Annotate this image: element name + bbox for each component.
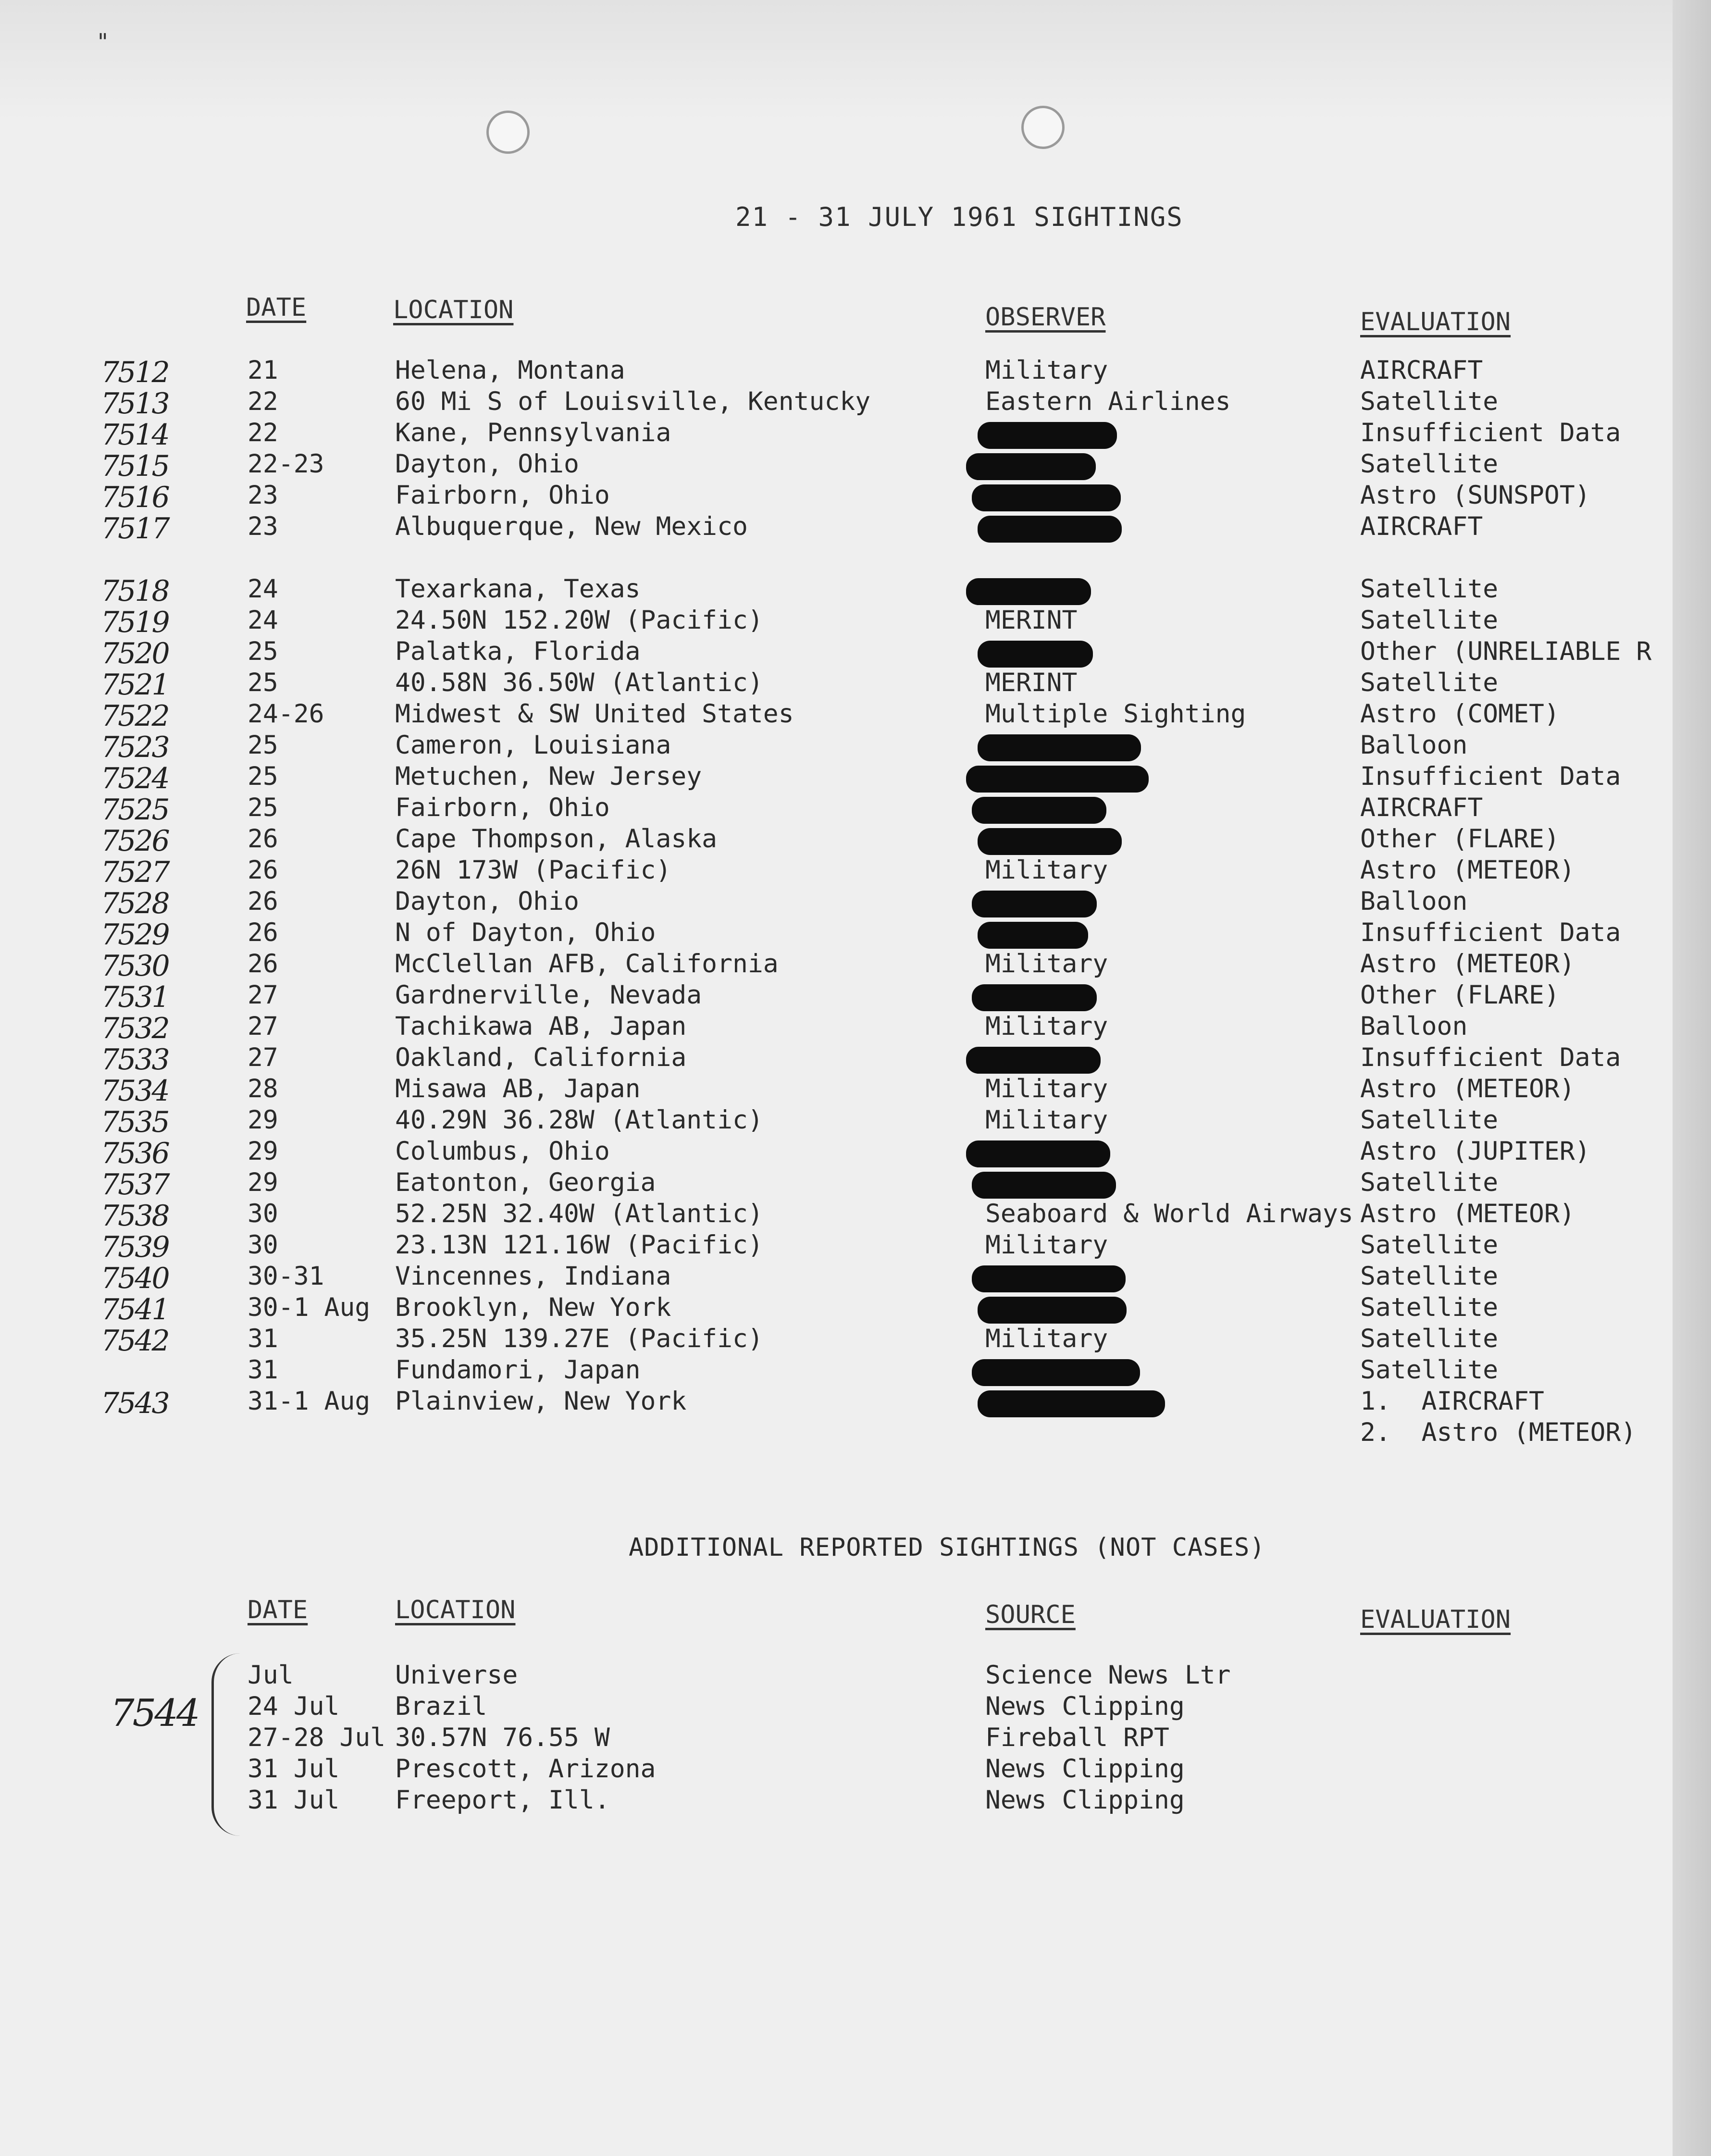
date-cell: 27 <box>248 1043 278 1072</box>
location-cell: Columbus, Ohio <box>395 1137 610 1166</box>
header-evaluation: EVALUATION <box>1360 308 1511 336</box>
case-number: 7519 <box>101 606 169 639</box>
date-cell: 30 <box>248 1230 278 1260</box>
redaction-bar <box>978 641 1093 668</box>
date-cell: 25 <box>248 637 278 666</box>
location-cell: 26N 173W (Pacific) <box>395 855 671 885</box>
table-row <box>0 1168 1673 1201</box>
evaluation-cell: Satellite <box>1360 1262 1499 1291</box>
case-number: 7535 <box>101 1105 169 1139</box>
location-cell: 24.50N 152.20W (Pacific) <box>395 606 763 635</box>
date-cell: 30 <box>248 1199 278 1228</box>
location-cell: McClellan AFB, California <box>395 949 779 979</box>
table-row <box>0 1355 1673 1388</box>
location-cell: Tachikawa AB, Japan <box>395 1012 687 1041</box>
case-number: 7516 <box>101 481 169 514</box>
table-row <box>0 793 1673 826</box>
table-row <box>0 887 1673 919</box>
redaction-bar <box>978 734 1141 761</box>
evaluation-cell: Satellite <box>1360 1355 1499 1385</box>
date-cell: 26 <box>248 918 278 947</box>
location-cell: Albuquerque, New Mexico <box>395 512 748 541</box>
case-number: 7524 <box>101 762 169 795</box>
case-number: 7522 <box>101 699 169 733</box>
table-row <box>0 1012 1673 1044</box>
additional-row <box>0 1692 1673 1724</box>
additional-case-number: 7544 <box>111 1692 198 1735</box>
case-number: 7540 <box>101 1262 169 1295</box>
case-number: 7526 <box>101 824 169 858</box>
table-row <box>0 449 1673 482</box>
location-cell: 35.25N 139.27E (Pacific) <box>395 1324 763 1353</box>
location-cell: 40.29N 36.28W (Atlantic) <box>395 1105 763 1135</box>
case-number: 7517 <box>101 512 169 545</box>
redaction-bar <box>972 1265 1126 1292</box>
location-cell: Brazil <box>395 1692 487 1721</box>
observer-cell: MERINT <box>985 606 1078 635</box>
table-row <box>0 1230 1673 1263</box>
evaluation-cell: Astro (JUPITER) <box>1360 1137 1590 1166</box>
table-row <box>0 1199 1673 1232</box>
observer-cell: Military <box>985 1230 1108 1260</box>
additional-title: ADDITIONAL REPORTED SIGHTINGS (NOT CASES) <box>629 1533 1265 1562</box>
location-cell: N of Dayton, Ohio <box>395 918 656 947</box>
case-number: 7514 <box>101 418 169 452</box>
location-cell: Freeport, Ill. <box>395 1785 610 1815</box>
date-cell: 29 <box>248 1105 278 1135</box>
table-row <box>0 574 1673 607</box>
table-row <box>0 1387 1673 1419</box>
date-cell: 31 <box>248 1355 278 1385</box>
scan-edge <box>1673 0 1711 2156</box>
table-row <box>0 637 1673 669</box>
table-row <box>0 980 1673 1013</box>
location-cell: Cameron, Louisiana <box>395 731 671 760</box>
evaluation-cell: Astro (METEOR) <box>1360 1074 1575 1103</box>
location-cell: Dayton, Ohio <box>395 887 579 916</box>
date-cell: 21 <box>248 356 278 385</box>
case-number: 7513 <box>101 387 169 421</box>
header-date: DATE <box>246 293 307 322</box>
additional-row <box>0 1723 1673 1756</box>
location-cell: 40.58N 36.50W (Atlantic) <box>395 668 763 697</box>
table-row <box>0 949 1673 982</box>
redaction-bar <box>978 422 1117 449</box>
redaction-bar <box>978 1390 1165 1417</box>
date-cell: 27 <box>248 980 278 1010</box>
date-cell: 31 Jul <box>248 1785 340 1815</box>
source-cell: Fireball RPT <box>985 1723 1169 1752</box>
redaction-bar <box>966 1140 1110 1167</box>
evaluation-cell: Other (FLARE) <box>1360 824 1560 854</box>
date-cell: 28 <box>248 1074 278 1103</box>
evaluation-cell: Other (UNRELIABLE R <box>1360 637 1652 666</box>
location-cell: Cape Thompson, Alaska <box>395 824 718 854</box>
case-number: 7531 <box>101 980 169 1014</box>
evaluation-cell: Astro (COMET) <box>1360 699 1560 729</box>
date-cell: 22 <box>248 418 278 447</box>
case-number: 7538 <box>101 1199 169 1233</box>
location-cell: Fairborn, Ohio <box>395 481 610 510</box>
observer-cell: Multiple Sighting <box>985 699 1246 729</box>
table-row <box>0 1324 1673 1357</box>
evaluation-cell: Balloon <box>1360 887 1468 916</box>
date-cell: 23 <box>248 512 278 541</box>
evaluation-cell: AIRCRAFT <box>1360 793 1483 822</box>
table-row <box>0 1043 1673 1076</box>
table-row <box>0 1137 1673 1169</box>
date-cell: 24 <box>248 574 278 604</box>
table-row <box>0 824 1673 857</box>
source-cell: News Clipping <box>985 1785 1185 1815</box>
date-cell: 23 <box>248 481 278 510</box>
evaluation-cell: Satellite <box>1360 1168 1499 1197</box>
observer-cell: Military <box>985 1074 1108 1103</box>
case-number: 7541 <box>101 1293 169 1326</box>
date-cell: Jul <box>248 1660 294 1690</box>
case-number: 7523 <box>101 731 169 764</box>
date-cell: 27 <box>248 1012 278 1041</box>
location-cell: Metuchen, New Jersey <box>395 762 702 791</box>
redaction-bar <box>972 891 1097 917</box>
observer-cell: Military <box>985 949 1108 979</box>
date-cell: 27-28 Jul <box>248 1723 386 1752</box>
evaluation-cell: Astro (METEOR) <box>1360 949 1575 979</box>
date-cell: 26 <box>248 855 278 885</box>
date-cell: 30-1 Aug <box>248 1293 371 1322</box>
observer-cell: MERINT <box>985 668 1078 697</box>
location-cell: Kane, Pennsylvania <box>395 418 671 447</box>
location-cell: Universe <box>395 1660 518 1690</box>
location-cell: Misawa AB, Japan <box>395 1074 641 1103</box>
table-row <box>0 606 1673 638</box>
source-cell: Science News Ltr <box>985 1660 1231 1690</box>
table-row <box>0 1074 1673 1107</box>
redaction-bar <box>972 1359 1140 1386</box>
evaluation-cell: Balloon <box>1360 1012 1468 1041</box>
table-row <box>0 918 1673 951</box>
evaluation-cell: Satellite <box>1360 1324 1499 1353</box>
date-cell: 24-26 <box>248 699 324 729</box>
header-observer: OBSERVER <box>985 303 1106 332</box>
redaction-bar <box>966 578 1091 605</box>
punch-hole-icon <box>486 111 530 154</box>
location-cell: 60 Mi S of Louisville, Kentucky <box>395 387 871 416</box>
redaction-bar <box>972 984 1097 1011</box>
evaluation-cell: Satellite <box>1360 449 1499 479</box>
location-cell: Gardnerville, Nevada <box>395 980 702 1010</box>
location-cell: Vincennes, Indiana <box>395 1262 671 1291</box>
additional-row <box>0 1660 1673 1693</box>
case-number: 7543 <box>101 1387 169 1420</box>
source-cell: News Clipping <box>985 1692 1185 1721</box>
evaluation-cell: Astro (METEOR) <box>1360 1199 1575 1228</box>
redaction-bar <box>978 828 1122 855</box>
location-cell: Eatonton, Georgia <box>395 1168 656 1197</box>
table-row <box>0 418 1673 451</box>
additional-header-date: DATE <box>248 1596 308 1624</box>
location-cell: Oakland, California <box>395 1043 687 1072</box>
location-cell: 52.25N 32.40W (Atlantic) <box>395 1199 763 1228</box>
date-cell: 31 Jul <box>248 1754 340 1784</box>
redaction-bar <box>972 484 1121 511</box>
punch-hole-icon <box>1021 106 1065 149</box>
location-cell: 23.13N 121.16W (Pacific) <box>395 1230 763 1260</box>
evaluation-cell: Astro (METEOR) <box>1360 855 1575 885</box>
date-cell: 31-1 Aug <box>248 1387 371 1416</box>
table-row <box>0 512 1673 545</box>
evaluation-cell: 1. AIRCRAFT <box>1360 1387 1544 1416</box>
table-row <box>0 356 1673 388</box>
case-number: 7525 <box>101 793 169 827</box>
source-cell: News Clipping <box>985 1754 1185 1784</box>
case-number: 7529 <box>101 918 169 952</box>
observer-cell: Military <box>985 1105 1108 1135</box>
date-cell: 25 <box>248 731 278 760</box>
case-number: 7521 <box>101 668 169 702</box>
redaction-bar <box>972 1172 1116 1199</box>
location-cell: Fairborn, Ohio <box>395 793 610 822</box>
case-number: 7520 <box>101 637 169 670</box>
observer-cell: Military <box>985 1324 1108 1353</box>
evaluation-cell: Other (FLARE) <box>1360 980 1560 1010</box>
page-title: 21 - 31 JULY 1961 SIGHTINGS <box>735 202 1183 232</box>
evaluation-cell: Satellite <box>1360 387 1499 416</box>
evaluation-cell: Balloon <box>1360 731 1468 760</box>
evaluation-cell: AIRCRAFT <box>1360 512 1483 541</box>
location-cell: Brooklyn, New York <box>395 1293 671 1322</box>
case-number: 7532 <box>101 1012 169 1045</box>
observer-cell: Eastern Airlines <box>985 387 1231 416</box>
redaction-bar <box>972 797 1106 824</box>
location-cell: 30.57N 76.55 W <box>395 1723 610 1752</box>
date-cell: 26 <box>248 949 278 979</box>
case-number: 7536 <box>101 1137 169 1170</box>
date-cell: 26 <box>248 824 278 854</box>
date-cell: 29 <box>248 1168 278 1197</box>
case-number: 7515 <box>101 449 169 483</box>
table-row <box>0 481 1673 513</box>
case-number: 7534 <box>101 1074 169 1108</box>
date-cell: 30-31 <box>248 1262 324 1291</box>
case-number: 7539 <box>101 1230 169 1264</box>
date-cell: 25 <box>248 762 278 791</box>
location-cell: Plainview, New York <box>395 1387 687 1416</box>
date-cell: 26 <box>248 887 278 916</box>
table-row <box>0 699 1673 732</box>
date-cell: 25 <box>248 793 278 822</box>
additional-header-location: LOCATION <box>395 1596 516 1624</box>
table-row <box>0 387 1673 420</box>
evaluation-cell: Satellite <box>1360 1105 1499 1135</box>
case-number: 7530 <box>101 949 169 983</box>
corner-mark: " <box>96 29 110 55</box>
evaluation-cell: Insufficient Data <box>1360 418 1621 447</box>
redaction-bar <box>966 453 1096 480</box>
evaluation-cell: Satellite <box>1360 668 1499 697</box>
additional-header-source: SOURCE <box>985 1600 1076 1629</box>
scan-top-band <box>0 0 1673 120</box>
evaluation-cell: Insufficient Data <box>1360 762 1621 791</box>
table-row <box>0 1418 1673 1450</box>
redaction-bar <box>978 1297 1127 1324</box>
case-number: 7512 <box>101 356 169 389</box>
evaluation-cell: Insufficient Data <box>1360 1043 1621 1072</box>
redaction-bar <box>978 516 1122 543</box>
observer-cell: Military <box>985 855 1108 885</box>
redaction-bar <box>966 766 1149 793</box>
evaluation-cell: Insufficient Data <box>1360 918 1621 947</box>
date-cell: 24 Jul <box>248 1692 340 1721</box>
date-cell: 22-23 <box>248 449 324 479</box>
location-cell: Dayton, Ohio <box>395 449 579 479</box>
location-cell: Palatka, Florida <box>395 637 641 666</box>
location-cell: Midwest & SW United States <box>395 699 794 729</box>
evaluation-cell: 2. Astro (METEOR) <box>1360 1418 1637 1447</box>
case-number: 7537 <box>101 1168 169 1202</box>
additional-row <box>0 1754 1673 1787</box>
location-cell: Prescott, Arizona <box>395 1754 656 1784</box>
table-row <box>0 668 1673 701</box>
observer-cell: Military <box>985 1012 1108 1041</box>
case-number: 7518 <box>101 574 169 608</box>
location-cell: Fundamori, Japan <box>395 1355 641 1385</box>
redaction-bar <box>966 1047 1101 1074</box>
header-location: LOCATION <box>393 296 514 324</box>
date-cell: 22 <box>248 387 278 416</box>
location-cell: Helena, Montana <box>395 356 625 385</box>
date-cell: 24 <box>248 606 278 635</box>
table-row <box>0 1293 1673 1326</box>
case-number: 7533 <box>101 1043 169 1077</box>
observer-cell: Seaboard & World Airways <box>985 1199 1353 1228</box>
case-number: 7527 <box>101 855 169 889</box>
observer-cell: Military <box>985 356 1108 385</box>
evaluation-cell: Satellite <box>1360 574 1499 604</box>
evaluation-cell: Satellite <box>1360 1293 1499 1322</box>
table-row <box>0 1105 1673 1138</box>
location-cell: Texarkana, Texas <box>395 574 641 604</box>
evaluation-cell: Satellite <box>1360 606 1499 635</box>
date-cell: 25 <box>248 668 278 697</box>
date-cell: 29 <box>248 1137 278 1166</box>
table-row <box>0 1262 1673 1294</box>
date-cell: 31 <box>248 1324 278 1353</box>
table-row <box>0 762 1673 794</box>
evaluation-cell: AIRCRAFT <box>1360 356 1483 385</box>
redaction-bar <box>978 922 1088 949</box>
evaluation-cell: Astro (SUNSPOT) <box>1360 481 1590 510</box>
table-row <box>0 731 1673 763</box>
evaluation-cell: Satellite <box>1360 1230 1499 1260</box>
case-number: 7542 <box>101 1324 169 1358</box>
additional-header-evaluation: EVALUATION <box>1360 1605 1511 1634</box>
table-row <box>0 855 1673 888</box>
additional-row <box>0 1785 1673 1818</box>
case-number: 7528 <box>101 887 169 920</box>
